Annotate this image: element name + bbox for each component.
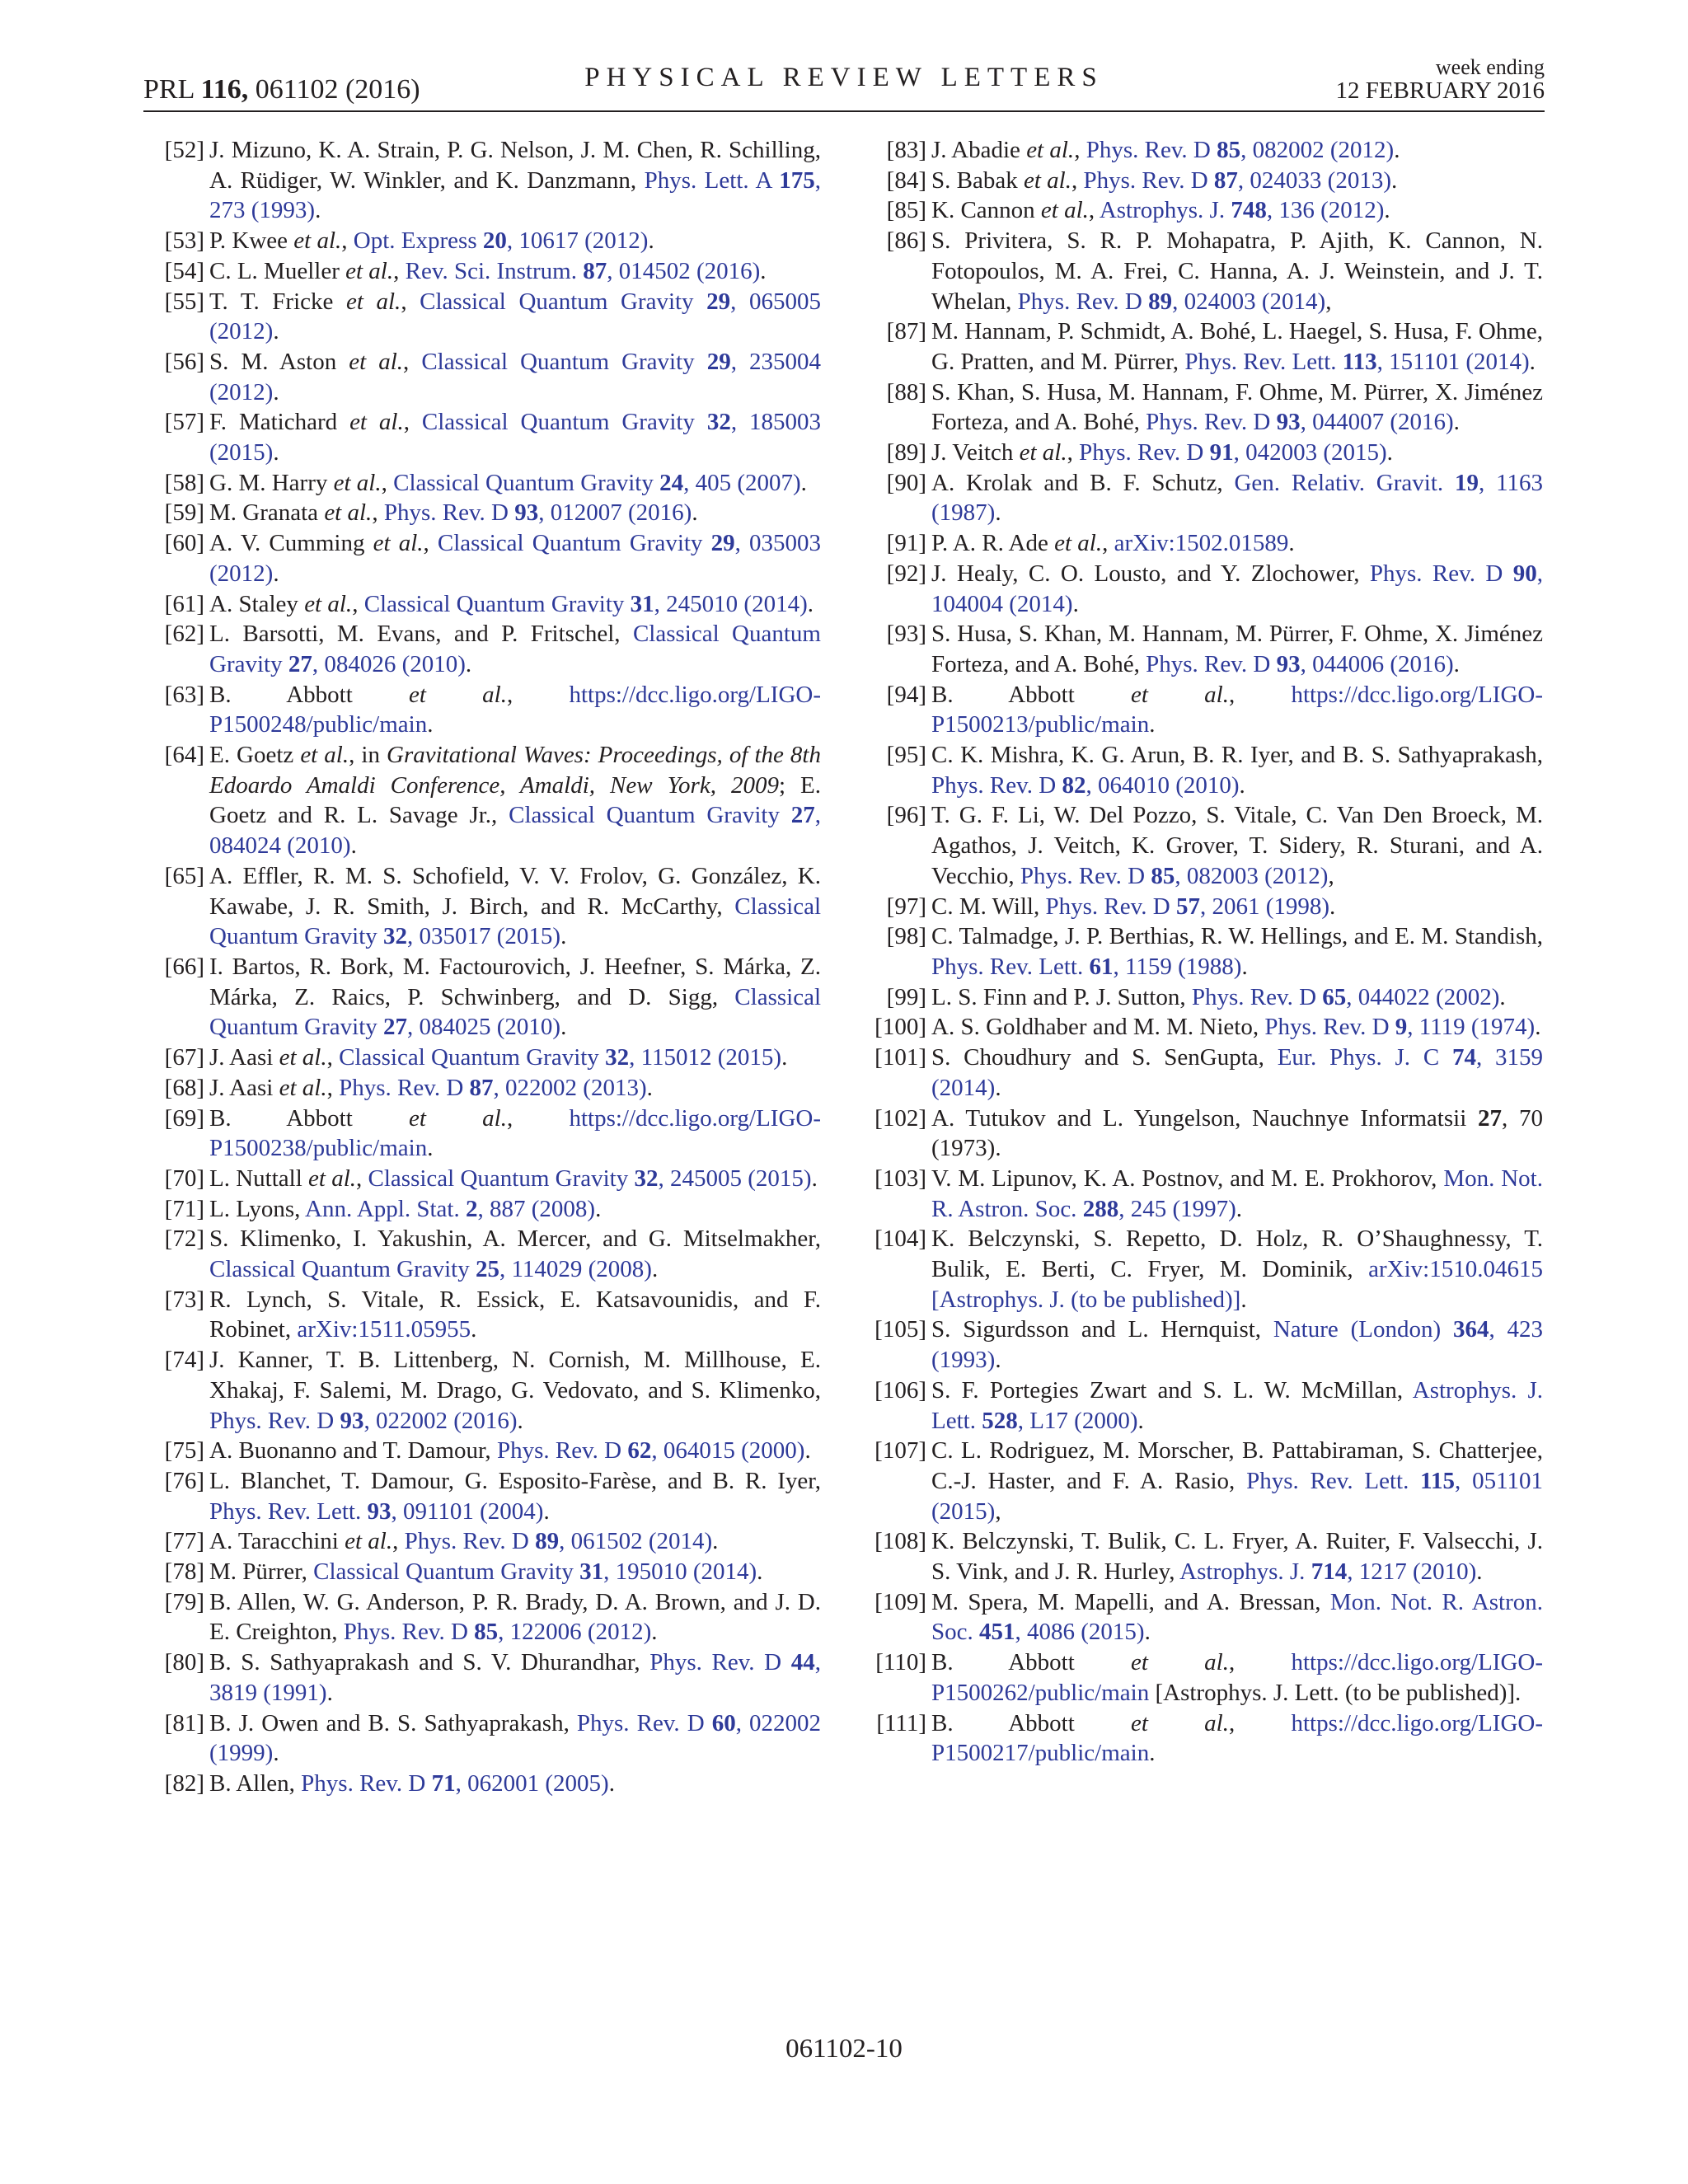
reference-number: [99] xyxy=(886,983,926,1010)
reference-link[interactable]: Phys. Rev. Lett. 115, 051101 (2015) xyxy=(931,1467,1543,1525)
reference-link[interactable]: Classical Quantum Gravity 27, 084024 (2010) xyxy=(209,802,821,860)
reference-number: [97] xyxy=(886,893,926,920)
reference-number: [80] xyxy=(164,1649,204,1676)
reference-entry xyxy=(879,316,1543,377)
reference-number: [53] xyxy=(164,227,204,255)
reference-text: C. L. Mueller et al., Rev. Sci. Instrum. 87, 014502 (2016). xyxy=(209,257,767,284)
reference-text: G. M. Harry et al., Classical Quantum Gravity 24, 405 (2007). xyxy=(209,469,807,496)
reference-link[interactable]: https://dcc.ligo.org/LIGO-P1500262/public/main xyxy=(931,1649,1543,1706)
reference-link[interactable]: Astrophys. J. 748, 136 (2012) xyxy=(1099,197,1385,224)
reference-text: L. S. Finn and P. J. Sutton, Phys. Rev. D 65, 044022 (2002). xyxy=(931,983,1506,1010)
reference-number: [92] xyxy=(886,560,926,587)
reference-text: K. Belczynski, T. Bulik, C. L. Fryer, A. Ruiter, F. Valsecchi, J. S. Vink, and J. R. Hurley, Astrophys. J. 714, 1217 (2010). xyxy=(931,1528,1543,1586)
reference-entry xyxy=(157,1285,821,1345)
reference-number: [84] xyxy=(886,166,926,194)
reference-number: [75] xyxy=(164,1437,204,1465)
reference-text: K. Cannon et al., Astrophys. J. 748, 136 (2012). xyxy=(931,197,1390,224)
reference-text: E. Goetz et al., in Gravitational Waves: Proceedings, of the 8th Edoardo Amaldi Conference, Amaldi, New York, 2009; E. Goetz and R. L. Savage Jr., Classical Quantum Gravity 27, 084024 (2010). xyxy=(209,742,821,860)
reference-text: M. Spera, M. Mapelli, and A. Bressan, Mon. Not. R. Astron. Soc. 451, 4086 (2015). xyxy=(931,1588,1543,1646)
reference-entry xyxy=(157,468,821,499)
reference-number: [90] xyxy=(886,469,926,496)
reference-number: [57] xyxy=(164,409,204,436)
reference-link[interactable]: Classical Quantum Gravity 25, 114029 (2008) xyxy=(209,1256,652,1283)
reference-number: [73] xyxy=(164,1286,204,1313)
reference-text: A. Taracchini et al., Phys. Rev. D 89, 061502 (2014). xyxy=(209,1528,719,1555)
reference-number: [72] xyxy=(164,1226,204,1253)
reference-text: S. Privitera, S. R. P. Mohapatra, P. Ajith, K. Cannon, N. Fotopoulos, M. A. Frei, C. Hanna, A. J. Weinstein, and J. T. Whelan, Phys. Rev. D 89, 024003 (2014), xyxy=(931,227,1543,315)
reference-text: M. Pürrer, Classical Quantum Gravity 31, 195010 (2014). xyxy=(209,1558,763,1586)
reference-link[interactable]: Phys. Rev. Lett. 93, 091101 (2004) xyxy=(209,1497,544,1525)
reference-text: J. Kanner, T. B. Littenberg, N. Cornish, M. Millhouse, E. Xhakaj, F. Salemi, M. Drago, G. Vedovato, and S. Klimenko, Phys. Rev. D 93, 022002 (2016). xyxy=(209,1347,821,1434)
reference-number: [110] xyxy=(875,1649,926,1676)
reference-link[interactable]: Phys. Rev. D 89, 024003 (2014) xyxy=(1017,288,1326,315)
reference-link[interactable]: Phys. Lett. A 175, 273 (1993) xyxy=(209,166,822,224)
reference-entry xyxy=(157,1436,821,1466)
reference-link[interactable]: Classical Quantum Gravity 32, 035017 (2015) xyxy=(209,893,821,950)
week-ending-date: 12 FEBRUARY 2016 xyxy=(1335,77,1545,104)
reference-link[interactable]: Gen. Relativ. Gravit. 19, 1163 (1987) xyxy=(931,469,1543,527)
journal-short: PRL xyxy=(143,74,195,105)
reference-entry xyxy=(157,1647,821,1708)
reference-entry xyxy=(157,1073,821,1104)
reference-text: B. Abbott et al., https://dcc.ligo.org/LIGO-P1500213/public/main. xyxy=(931,681,1543,738)
reference-number: [91] xyxy=(886,530,926,557)
reference-entry xyxy=(157,1104,821,1164)
reference-link[interactable]: https://dcc.ligo.org/LIGO-P1500213/public/main xyxy=(931,681,1543,738)
reference-number: [66] xyxy=(164,953,204,980)
reference-number: [60] xyxy=(164,530,204,557)
reference-link[interactable]: Phys. Rev. D 93, 012007 (2016) xyxy=(383,499,692,527)
reference-number: [106] xyxy=(874,1376,926,1404)
reference-link[interactable]: Phys. Rev. D 82, 064010 (2010) xyxy=(931,771,1240,799)
reference-entry xyxy=(157,528,821,588)
reference-link[interactable]: arXiv:1502.01589 xyxy=(1114,530,1289,557)
reference-link[interactable]: Phys. Rev. D 90, 104004 (2014) xyxy=(931,560,1543,617)
reference-link[interactable]: arXiv:1510.04615 [Astrophys. J. (to be published)] xyxy=(931,1256,1543,1313)
reference-text: M. Hannam, P. Schmidt, A. Bohé, L. Haegel, S. Husa, F. Ohme, G. Pratten, and M. Pürrer, Phys. Rev. Lett. 113, 151101 (2014). xyxy=(931,318,1543,375)
reference-link[interactable]: Classical Quantum Gravity 29, 035003 (2012) xyxy=(209,530,821,587)
reference-entry xyxy=(874,1164,1543,1224)
reference-entry xyxy=(879,800,1543,891)
reference-link[interactable]: Phys. Rev. D 93, 044007 (2016) xyxy=(1146,409,1454,436)
header-rule xyxy=(143,110,1545,112)
reference-link[interactable]: Phys. Rev. D 93, 044006 (2016) xyxy=(1146,650,1454,677)
reference-text: K. Belczynski, S. Repetto, D. Holz, R. O’Shaughnessy, T. Bulik, E. Berti, C. Fryer, M. Dominik, arXiv:1510.04615 [Astrophys. J. (to be published)]. xyxy=(931,1226,1543,1313)
reference-number: [107] xyxy=(874,1437,926,1465)
reference-number: [55] xyxy=(164,288,204,315)
reference-text: L. Blanchet, T. Damour, G. Esposito-Farèse, and B. R. Iyer, Phys. Rev. Lett. 93, 091101 (2004). xyxy=(209,1467,821,1525)
reference-link[interactable]: Rev. Sci. Instrum. 87, 014502 (2016) xyxy=(405,257,761,284)
reference-text: F. Matichard et al., Classical Quantum Gravity 32, 185003 (2015). xyxy=(209,409,822,466)
reference-text: S. Khan, S. Husa, M. Hannam, F. Ohme, M. Pürrer, X. Jiménez Forteza, and A. Bohé, Phys. Rev. D 93, 044007 (2016). xyxy=(931,378,1543,436)
reference-link[interactable]: Phys. Rev. D 85, 082003 (2012) xyxy=(1020,862,1329,889)
reference-number: [95] xyxy=(886,742,926,769)
reference-entry xyxy=(879,468,1543,528)
journal-volume: 116, xyxy=(200,74,249,105)
reference-entry xyxy=(157,589,821,620)
reference-text: A. Effler, R. M. S. Schofield, V. V. Frolov, G. González, K. Kawabe, J. R. Smith, J. Birch, and R. McCarthy, Classical Quantum Gravity 32, 035017 (2015). xyxy=(209,862,821,950)
reference-entry xyxy=(157,256,821,287)
reference-number: [81] xyxy=(164,1709,204,1736)
reference-number: [93] xyxy=(886,621,926,648)
reference-number: [105] xyxy=(874,1316,926,1343)
reference-entry xyxy=(874,1224,1543,1315)
reference-text: A. Tutukov and L. Yungelson, Nauchnye Informatsii 27, 70 (1973). xyxy=(931,1104,1543,1162)
reference-text: L. Barsotti, M. Evans, and P. Fritschel, Classical Quantum Gravity 27, 084026 (2010). xyxy=(209,621,821,677)
reference-number: [64] xyxy=(164,742,204,769)
reference-entry xyxy=(879,982,1543,1013)
reference-link[interactable]: Classical Quantum Gravity 32, 185003 (2015) xyxy=(209,409,822,466)
reference-link[interactable]: Phys. Rev. D 87, 024033 (2013) xyxy=(1083,166,1391,194)
reference-entry xyxy=(874,1376,1543,1436)
reference-number: [54] xyxy=(164,257,204,284)
reference-link[interactable]: Phys. Rev. D 93, 022002 (2016) xyxy=(209,1407,518,1434)
reference-link[interactable]: Phys. Rev. D 85, 122006 (2012) xyxy=(343,1619,652,1646)
reference-link[interactable]: Nature (London) 364, 423 (1993) xyxy=(931,1316,1544,1374)
reference-text: L. Nuttall et al., Classical Quantum Gravity 32, 245005 (2015). xyxy=(209,1165,818,1192)
reference-link[interactable]: arXiv:1511.05955 xyxy=(297,1316,471,1343)
reference-entry xyxy=(874,1436,1543,1526)
reference-text: B. Allen, W. G. Anderson, P. R. Brady, D. A. Brown, and J. D. E. Creighton, Phys. Rev. D 85, 122006 (2012). xyxy=(209,1588,821,1646)
page-number: 061102-10 xyxy=(785,2034,903,2064)
reference-number: [79] xyxy=(164,1588,204,1615)
reference-entry xyxy=(875,1647,1543,1708)
reference-entry xyxy=(157,952,821,1043)
reference-entry xyxy=(879,438,1543,468)
reference-link[interactable]: Phys. Rev. D 91, 042003 (2015) xyxy=(1079,439,1387,466)
reference-text: J. Mizuno, K. A. Strain, P. G. Nelson, J. M. Chen, R. Schilling, A. Rüdiger, W. Winkler, and K. Danzmann, Phys. Lett. A 175, 273 (1993). xyxy=(209,137,822,224)
reference-text: S. Klimenko, I. Yakushin, A. Mercer, and G. Mitselmakher, Classical Quantum Gravity 25, 114029 (2008). xyxy=(209,1226,821,1283)
reference-text: S. Babak et al., Phys. Rev. D 87, 024033 (2013). xyxy=(931,166,1398,194)
article-id-year: 061102 (2016) xyxy=(255,74,420,105)
reference-number: [98] xyxy=(886,923,926,950)
reference-number: [101] xyxy=(874,1044,926,1071)
reference-entry xyxy=(157,1466,821,1526)
reference-text: T. T. Fricke et al., Classical Quantum Gravity 29, 065005 (2012). xyxy=(209,288,821,345)
reference-number: [68] xyxy=(164,1074,204,1101)
reference-text: L. Lyons, Ann. Appl. Stat. 2, 887 (2008). xyxy=(209,1195,602,1222)
reference-entry xyxy=(157,740,821,861)
reference-number: [63] xyxy=(164,681,204,708)
reference-text: A. Staley et al., Classical Quantum Gravity 31, 245010 (2014). xyxy=(209,590,814,617)
reference-entry xyxy=(879,892,1543,922)
reference-number: [104] xyxy=(874,1226,926,1253)
reference-number: [69] xyxy=(164,1104,204,1132)
reference-entry xyxy=(879,166,1543,196)
reference-text: S. F. Portegies Zwart and S. L. W. McMillan, Astrophys. J. Lett. 528, L17 (2000). xyxy=(931,1376,1543,1434)
reference-link[interactable]: Phys. Rev. D 65, 044022 (2002) xyxy=(1191,983,1500,1010)
reference-entry xyxy=(157,287,821,347)
reference-entry xyxy=(879,921,1543,982)
reference-text: B. S. Sathyaprakash and S. V. Dhurandhar, Phys. Rev. D 44, 3819 (1991). xyxy=(209,1649,821,1706)
reference-link[interactable]: Phys. Rev. D 9, 1119 (1974) xyxy=(1264,1014,1536,1041)
reference-number: [58] xyxy=(164,469,204,496)
reference-number: [70] xyxy=(164,1165,204,1192)
reference-number: [83] xyxy=(886,137,926,163)
reference-link[interactable]: Phys. Rev. D 87, 022002 (2013) xyxy=(339,1074,647,1101)
reference-link[interactable]: Phys. Rev. D 60, 022002 (1999) xyxy=(209,1709,821,1767)
reference-link[interactable]: Astrophys. J. 714, 1217 (2010) xyxy=(1179,1558,1477,1586)
reference-number: [65] xyxy=(164,862,204,889)
reference-link[interactable]: Classical Quantum Gravity 29, 065005 (2012) xyxy=(209,288,821,345)
reference-text: B. Allen, Phys. Rev. D 71, 062001 (2005). xyxy=(209,1769,615,1797)
reference-entry xyxy=(879,226,1543,316)
reference-link[interactable]: Opt. Express 20, 10617 (2012) xyxy=(353,227,649,255)
reference-number: [62] xyxy=(164,621,204,648)
reference-entry xyxy=(879,528,1543,559)
reference-entry xyxy=(879,195,1543,226)
reference-entry xyxy=(157,1043,821,1073)
reference-number: [108] xyxy=(874,1528,926,1555)
reference-link[interactable]: Phys. Rev. D 62, 064015 (2000) xyxy=(496,1437,805,1465)
reference-link[interactable]: Phys. Rev. D 57, 2061 (1998) xyxy=(1045,893,1330,920)
reference-entry xyxy=(874,1587,1543,1647)
reference-number: [56] xyxy=(164,348,204,375)
reference-link[interactable]: https://dcc.ligo.org/LIGO-P1500248/public/main xyxy=(209,681,821,738)
reference-entry xyxy=(157,680,821,740)
reference-number: [71] xyxy=(164,1195,204,1222)
reference-text: V. M. Lipunov, K. A. Postnov, and M. E. Prokhorov, Mon. Not. R. Astron. Soc. 288, 245 (1997). xyxy=(931,1165,1543,1222)
reference-entry xyxy=(157,407,821,467)
reference-text: S. Sigurdsson and L. Hernquist, Nature (London) 364, 423 (1993). xyxy=(931,1316,1544,1374)
reference-text: J. Healy, C. O. Lousto, and Y. Zlochower, Phys. Rev. D 90, 104004 (2014). xyxy=(931,560,1543,617)
reference-text: S. M. Aston et al., Classical Quantum Gravity 29, 235004 (2012). xyxy=(209,348,821,405)
reference-number: [76] xyxy=(164,1467,204,1494)
reference-link[interactable]: Classical Quantum Gravity 31, 245010 (2014) xyxy=(363,590,808,617)
references-column-right xyxy=(874,135,1544,1769)
reference-link[interactable]: Astrophys. J. Lett. 528, L17 (2000) xyxy=(931,1376,1543,1434)
reference-number: [77] xyxy=(164,1528,204,1555)
reference-text: M. Granata et al., Phys. Rev. D 93, 012007 (2016). xyxy=(209,499,698,527)
reference-text: C. Talmadge, J. P. Berthias, R. W. Hellings, and E. M. Standish, Phys. Rev. Lett. 61, 1159 (1988). xyxy=(931,923,1543,980)
reference-entry xyxy=(157,1345,821,1436)
reference-entry xyxy=(879,377,1543,438)
reference-text: B. J. Owen and B. S. Sathyaprakash, Phys. Rev. D 60, 022002 (1999). xyxy=(209,1709,821,1767)
reference-text: A. S. Goldhaber and M. M. Nieto, Phys. Rev. D 9, 1119 (1974). xyxy=(931,1014,1541,1041)
reference-link[interactable]: Mon. Not. R. Astron. Soc. 451, 4086 (2015) xyxy=(931,1588,1543,1646)
reference-text: R. Lynch, S. Vitale, R. Essick, E. Katsavounidis, and F. Robinet, arXiv:1511.05955. xyxy=(209,1286,821,1343)
reference-number: [52] xyxy=(164,137,204,163)
reference-link[interactable]: Classical Quantum Gravity 29, 235004 (2012) xyxy=(209,348,821,405)
reference-entry xyxy=(874,1315,1544,1375)
reference-entry xyxy=(874,1104,1543,1164)
reference-number: [88] xyxy=(886,378,926,405)
reference-entry xyxy=(157,1769,821,1799)
reference-link[interactable]: Classical Quantum Gravity 31, 195010 (2014) xyxy=(313,1558,757,1586)
reference-number: [86] xyxy=(886,227,926,255)
reference-text: J. Abadie et al., Phys. Rev. D 85, 082002 (2012). xyxy=(931,137,1400,163)
reference-number: [102] xyxy=(874,1104,926,1132)
reference-number: [100] xyxy=(874,1014,926,1041)
reference-entry xyxy=(879,680,1543,740)
reference-entry xyxy=(157,1164,821,1194)
reference-number: [96] xyxy=(886,802,926,829)
reference-link[interactable]: Phys. Rev. D 89, 061502 (2014) xyxy=(404,1528,713,1555)
reference-link[interactable]: Classical Quantum Gravity 32, 245005 (2015) xyxy=(368,1165,812,1192)
reference-text: I. Bartos, R. Bork, M. Factourovich, J. Heefner, S. Márka, Z. Márka, Z. Raics, P. Schwinberg, and D. Sigg, Classical Quantum Gravity 27, 084025 (2010). xyxy=(209,953,821,1041)
reference-text: B. Abbott et al., https://dcc.ligo.org/LIGO-P1500248/public/main. xyxy=(209,681,821,738)
reference-text: P. A. R. Ade et al., arXiv:1502.01589. xyxy=(931,530,1295,557)
reference-entry xyxy=(157,1557,821,1587)
reference-entry xyxy=(157,1224,821,1284)
reference-text: P. Kwee et al., Opt. Express 20, 10617 (2012). xyxy=(209,227,654,255)
reference-entry xyxy=(157,1587,821,1647)
reference-text: A. V. Cumming et al., Classical Quantum Gravity 29, 035003 (2012). xyxy=(209,530,821,587)
reference-entry xyxy=(879,559,1543,619)
reference-number: [109] xyxy=(874,1588,926,1615)
reference-number: [89] xyxy=(886,439,926,466)
reference-number: [82] xyxy=(164,1769,204,1797)
reference-link[interactable]: https://dcc.ligo.org/LIGO-P1500217/public/main xyxy=(931,1709,1543,1767)
reference-link[interactable]: Phys. Rev. D 85, 082002 (2012) xyxy=(1085,137,1395,163)
week-ending-label: week ending xyxy=(1435,55,1545,79)
references-column-left xyxy=(157,135,821,1799)
reference-link[interactable]: Classical Quantum Gravity 24, 405 (2007) xyxy=(393,469,801,496)
reference-entry xyxy=(879,135,1543,166)
reference-text: J. Veitch et al., Phys. Rev. D 91, 042003 (2015). xyxy=(931,439,1393,466)
reference-text: T. G. F. Li, W. Del Pozzo, S. Vitale, C. Van Den Broeck, M. Agathos, J. Veitch, K. Grover, T. Sidery, R. Sturani, and A. Vecchio, Phys. Rev. D 85, 082003 (2012), xyxy=(931,802,1543,889)
reference-entry xyxy=(157,1526,821,1557)
reference-link[interactable]: Ann. Appl. Stat. 2, 887 (2008) xyxy=(305,1195,596,1222)
reference-text: C. M. Will, Phys. Rev. D 57, 2061 (1998). xyxy=(931,893,1336,920)
reference-link[interactable]: Classical Quantum Gravity 32, 115012 (2015) xyxy=(339,1044,782,1071)
reference-entry xyxy=(157,1708,821,1769)
reference-entry xyxy=(876,1708,1543,1769)
reference-entry xyxy=(157,226,821,256)
reference-text: S. Choudhury and S. SenGupta, Eur. Phys. J. C 74, 3159 (2014). xyxy=(931,1044,1543,1101)
reference-number: [78] xyxy=(164,1558,204,1586)
reference-link[interactable]: Phys. Rev. Lett. 113, 151101 (2014) xyxy=(1184,348,1530,375)
page-header xyxy=(143,56,1545,109)
reference-text: J. Aasi et al., Phys. Rev. D 87, 022002 (2013). xyxy=(209,1074,653,1101)
reference-text: C. K. Mishra, K. G. Arun, B. R. Iyer, and B. S. Sathyaprakash, Phys. Rev. D 82, 064010 (2010). xyxy=(931,742,1543,799)
reference-text: B. Abbott et al., https://dcc.ligo.org/LIGO-P1500262/public/main [Astrophys. J. Lett. (to be published)]. xyxy=(931,1649,1543,1706)
reference-link[interactable]: Phys. Rev. D 44, 3819 (1991) xyxy=(209,1649,821,1706)
reference-link[interactable]: Mon. Not. R. Astron. Soc. 288, 245 (1997) xyxy=(931,1165,1543,1222)
reference-number: [61] xyxy=(164,590,204,617)
reference-link[interactable]: Classical Quantum Gravity 27, 084026 (2010) xyxy=(209,621,821,677)
reference-text: C. L. Rodriguez, M. Morscher, B. Pattabiraman, S. Chatterjee, C.-J. Haster, and F. A. Rasio, Phys. Rev. Lett. 115, 051101 (2015), xyxy=(931,1437,1543,1525)
reference-entry xyxy=(874,1012,1543,1043)
issue-date xyxy=(1335,56,1545,102)
reference-number: [67] xyxy=(164,1044,204,1071)
reference-link[interactable]: Phys. Rev. Lett. 61, 1159 (1988) xyxy=(931,953,1242,980)
reference-number: [111] xyxy=(876,1709,926,1736)
reference-number: [103] xyxy=(874,1165,926,1192)
reference-link[interactable]: Phys. Rev. D 71, 062001 (2005) xyxy=(301,1769,609,1797)
reference-entry xyxy=(879,619,1543,679)
reference-text: S. Husa, S. Khan, M. Hannam, M. Pürrer, F. Ohme, X. Jiménez Forteza, and A. Bohé, Phys. Rev. D 93, 044006 (2016). xyxy=(931,621,1543,677)
journal-title: PHYSICAL REVIEW LETTERS xyxy=(584,63,1104,92)
reference-entry xyxy=(157,1194,821,1225)
reference-link[interactable]: https://dcc.ligo.org/LIGO-P1500238/public/main xyxy=(209,1104,821,1162)
reference-number: [59] xyxy=(164,499,204,527)
reference-entry xyxy=(157,135,821,226)
reference-text: J. Aasi et al., Classical Quantum Gravity 32, 115012 (2015). xyxy=(209,1044,788,1071)
reference-link[interactable]: Classical Quantum Gravity 27, 084025 (2010) xyxy=(209,983,821,1041)
reference-text: A. Buonanno and T. Damour, Phys. Rev. D 62, 064015 (2000). xyxy=(209,1437,811,1465)
reference-text: B. Abbott et al., https://dcc.ligo.org/LIGO-P1500217/public/main. xyxy=(931,1709,1543,1767)
reference-link[interactable]: Eur. Phys. J. C 74, 3159 (2014) xyxy=(931,1044,1543,1101)
reference-entry xyxy=(157,347,821,407)
reference-entry xyxy=(874,1526,1543,1586)
reference-entry xyxy=(157,619,821,679)
reference-entry xyxy=(874,1043,1543,1103)
reference-number: [74] xyxy=(164,1347,204,1374)
reference-number: [85] xyxy=(886,197,926,224)
reference-entry xyxy=(157,498,821,528)
reference-text: A. Krolak and B. F. Schutz, Gen. Relativ. Gravit. 19, 1163 (1987). xyxy=(931,469,1543,527)
reference-text: B. Abbott et al., https://dcc.ligo.org/LIGO-P1500238/public/main. xyxy=(209,1104,821,1162)
reference-number: [94] xyxy=(886,681,926,708)
reference-entry xyxy=(157,861,821,952)
reference-number: [87] xyxy=(886,318,926,345)
reference-entry xyxy=(879,740,1543,800)
